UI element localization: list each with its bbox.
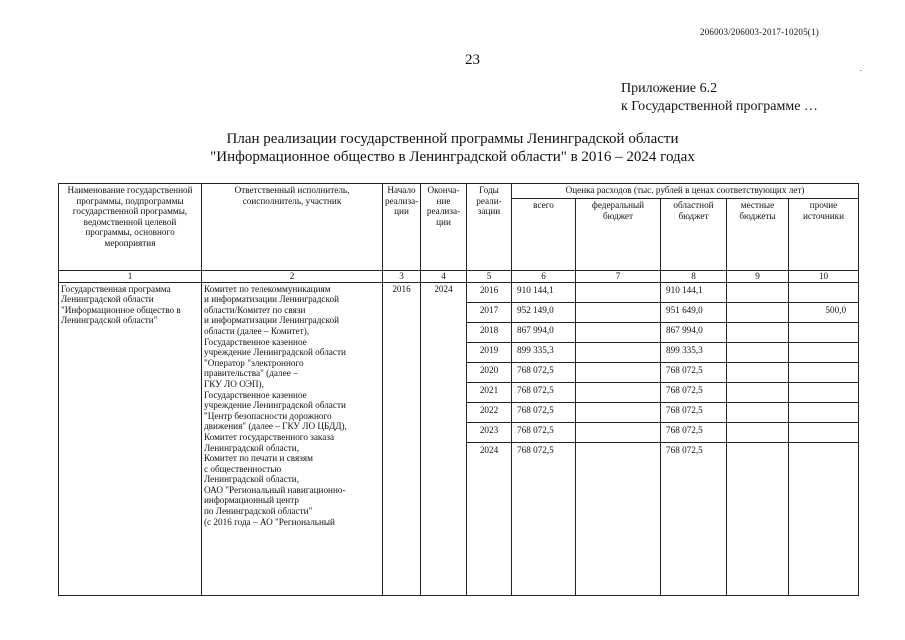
header-executor: Ответственный исполнитель, соисполнитель, участник (202, 184, 383, 271)
local-cell (727, 402, 789, 422)
column-number: 4 (421, 271, 467, 283)
header-federal: федеральный бюджет (576, 199, 661, 271)
federal-cell (576, 422, 661, 442)
page-number: 23 (465, 52, 480, 68)
regional-cell: 768 072,5 (661, 422, 727, 442)
appendix-note (621, 80, 818, 116)
header-years: Годы реали-зации (467, 184, 512, 271)
header-start: Начало реализа-ции (383, 184, 421, 271)
year-cell: 2021 (467, 382, 512, 402)
other-cell (789, 442, 859, 595)
header-local: местные бюджеты (727, 199, 789, 271)
document-title (0, 130, 905, 166)
appendix-line-2: к Государственной программе … (621, 99, 818, 114)
local-cell (727, 342, 789, 362)
margin-dot: . (860, 64, 862, 73)
year-cell: 2018 (467, 322, 512, 342)
total-cell: 768 072,5 (512, 382, 576, 402)
regional-cell: 768 072,5 (661, 442, 727, 595)
federal-cell (576, 402, 661, 422)
federal-cell (576, 442, 661, 595)
header-costs: Оценка расходов (тыс. рублей в ценах соответствующих лет) (512, 184, 859, 199)
column-number: 8 (661, 271, 727, 283)
title-line-2: "Информационное общество в Ленинградской области" в 2016 – 2024 годах (210, 149, 695, 165)
regional-cell: 768 072,5 (661, 382, 727, 402)
total-cell: 910 144,1 (512, 282, 576, 302)
local-cell (727, 302, 789, 322)
column-number: 6 (512, 271, 576, 283)
regional-cell: 768 072,5 (661, 402, 727, 422)
other-cell: 500,0 (789, 302, 859, 322)
federal-cell (576, 322, 661, 342)
implementation-plan-table (58, 183, 859, 596)
year-cell: 2016 (467, 282, 512, 302)
local-cell (727, 322, 789, 342)
column-number-row (59, 271, 859, 283)
total-cell: 768 072,5 (512, 402, 576, 422)
regional-cell: 768 072,5 (661, 362, 727, 382)
federal-cell (576, 362, 661, 382)
header-regional: областной бюджет (661, 199, 727, 271)
local-cell (727, 442, 789, 595)
federal-cell (576, 302, 661, 322)
other-cell (789, 422, 859, 442)
header-total: всего (512, 199, 576, 271)
other-cell (789, 402, 859, 422)
executors-cell: Комитет по телекоммуникациям и информатизации Ленинградской области/Комитет по связи и информатизации Ленинградской области (далее – Комитет), Государственное казенное учреждение Ленинградской области "Оператор "электронного правительства" (далее – ГКУ ЛО ОЭП), Государственное казенное учреждение Ленинградской области "Центр безопасности дорожного движения" (далее – ГКУ ЛО ЦБДД), Комитет государственного заказа Ленинградской области, Комитет по печати и связям с общественностью Ленинградской области, ОАО "Региональный навигационно- информационный центр по Ленинградской области" (с 2016 года – АО "Региональный (202, 282, 383, 595)
table-row (59, 282, 859, 302)
local-cell (727, 362, 789, 382)
column-number: 7 (576, 271, 661, 283)
federal-cell (576, 282, 661, 302)
title-line-1: План реализации государственной программы Ленинградской области (226, 131, 679, 147)
other-cell (789, 322, 859, 342)
header-end: Оконча-ние реализа-ции (421, 184, 467, 271)
other-cell (789, 362, 859, 382)
total-cell: 899 335,3 (512, 342, 576, 362)
other-cell (789, 382, 859, 402)
local-cell (727, 282, 789, 302)
header-other: прочие источники (789, 199, 859, 271)
federal-cell (576, 342, 661, 362)
year-cell: 2024 (467, 442, 512, 595)
year-cell: 2022 (467, 402, 512, 422)
column-number: 9 (727, 271, 789, 283)
regional-cell: 951 649,0 (661, 302, 727, 322)
regional-cell: 867 994,0 (661, 322, 727, 342)
total-cell: 952 149,0 (512, 302, 576, 322)
regional-cell: 899 335,3 (661, 342, 727, 362)
program-name-cell: Государственная программа Ленинградской области "Информационное общество в Ленинградской области" (59, 282, 202, 595)
other-cell (789, 342, 859, 362)
column-number: 3 (383, 271, 421, 283)
local-cell (727, 382, 789, 402)
federal-cell (576, 382, 661, 402)
document-code: 206003/206003-2017-10205(1) (700, 27, 819, 37)
column-number: 5 (467, 271, 512, 283)
column-number: 2 (202, 271, 383, 283)
local-cell (727, 422, 789, 442)
column-number: 10 (789, 271, 859, 283)
year-cell: 2019 (467, 342, 512, 362)
header-name: Наименование государственной программы, подпрограммы государственной программы, ведомственной целевой программы, основного мероприятия (59, 184, 202, 271)
year-cell: 2023 (467, 422, 512, 442)
start-year-cell: 2016 (383, 282, 421, 595)
header-row-1 (59, 184, 859, 199)
column-number: 1 (59, 271, 202, 283)
year-cell: 2017 (467, 302, 512, 322)
appendix-line-1: Приложение 6.2 (621, 81, 718, 96)
year-cell: 2020 (467, 362, 512, 382)
regional-cell: 910 144,1 (661, 282, 727, 302)
end-year-cell: 2024 (421, 282, 467, 595)
other-cell (789, 282, 859, 302)
total-cell: 768 072,5 (512, 362, 576, 382)
total-cell: 867 994,0 (512, 322, 576, 342)
total-cell: 768 072,5 (512, 422, 576, 442)
total-cell: 768 072,5 (512, 442, 576, 595)
